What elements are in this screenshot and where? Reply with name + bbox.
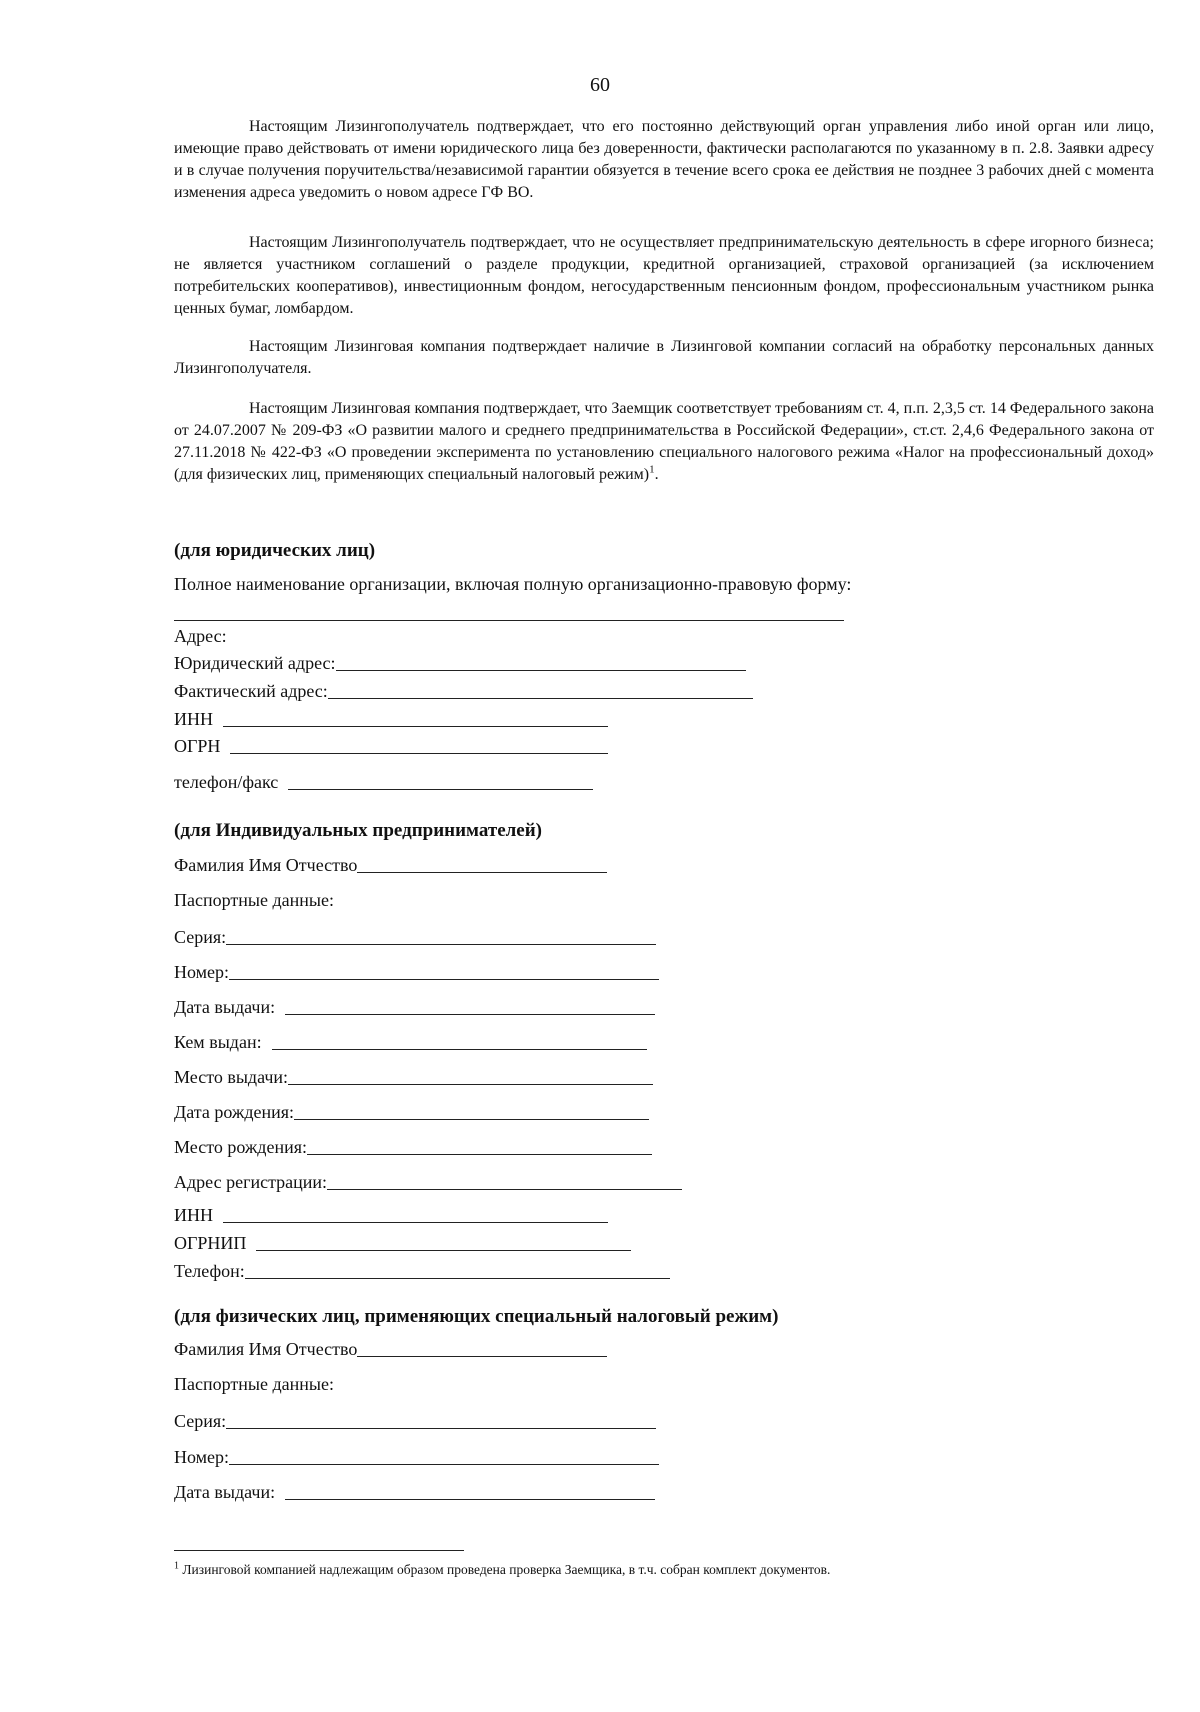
legal-inn-field[interactable] xyxy=(223,708,608,727)
actual-address-line: Фактический адрес: xyxy=(174,680,753,702)
ip-heading: (для Индивидуальных предпринимателей) xyxy=(174,820,543,841)
ip-issued-by-field[interactable] xyxy=(272,1031,647,1050)
phone-fax-field[interactable] xyxy=(288,771,593,790)
ip-issued-by-line: Кем выдан: xyxy=(174,1031,647,1053)
ip-number-line: Номер: xyxy=(174,961,659,983)
ip-birth-place-field[interactable] xyxy=(307,1136,652,1155)
ip-fio-field[interactable] xyxy=(357,854,607,873)
footnote-ref: 1 xyxy=(649,463,655,476)
ip-birth-place-line: Место рождения: xyxy=(174,1136,652,1158)
ip-phone-line: Телефон: xyxy=(174,1260,670,1282)
ip-issue-place-field[interactable] xyxy=(288,1066,653,1085)
ip-phone-field[interactable] xyxy=(245,1260,670,1279)
ip-series-field[interactable] xyxy=(226,926,656,945)
ogrn-line: ОГРН xyxy=(174,735,608,757)
self-issue-date-field[interactable] xyxy=(285,1481,655,1500)
ip-fio-line: Фамилия Имя Отчество xyxy=(174,854,607,876)
ip-issue-place-line: Место выдачи: xyxy=(174,1066,653,1088)
address-label: Адрес: xyxy=(174,626,227,646)
ogrn-field[interactable] xyxy=(230,735,608,754)
self-passport-label: Паспортные данные: xyxy=(174,1374,334,1394)
legal-address-line: Юридический адрес: xyxy=(174,652,746,674)
self-heading: (для физических лиц, применяющих специальный налоговый режим) xyxy=(174,1306,779,1327)
ip-reg-address-line: Адрес регистрации: xyxy=(174,1171,682,1193)
org-full-name-field[interactable] xyxy=(174,620,844,621)
self-series-line: Серия: xyxy=(174,1410,656,1432)
ip-issue-date-field[interactable] xyxy=(285,996,655,1015)
ip-inn-line: ИНН xyxy=(174,1204,608,1226)
paragraph-business: Настоящим Лизингополучатель подтверждает, что не осуществляет предпринимательскую деятельность в сфере игорного бизнеса; не является участником соглашений о разделе продукции, кредитной организацией, страховой организацией (за исключением потребительских кооперативов), инвестиционным фондом, негосударственным пенсионным фондом, профессиональным участником рынка ценных бумаг, ломбардом. xyxy=(174,234,1154,317)
legal-address-field[interactable] xyxy=(336,652,746,671)
self-issue-date-line: Дата выдачи: xyxy=(174,1481,655,1503)
ip-issue-date-line: Дата выдачи: xyxy=(174,996,655,1018)
ogrnip-field[interactable] xyxy=(256,1232,631,1251)
self-number-field[interactable] xyxy=(229,1446,659,1465)
ip-passport-label: Паспортные данные: xyxy=(174,890,334,910)
ip-birth-date-field[interactable] xyxy=(294,1101,649,1120)
paragraph-location: Настоящим Лизингополучатель подтверждает, что его постоянно действующий орган управления либо иной орган или лицо, имеющие право действовать от имени юридического лица без доверенности, фактически располагаются по указанному в п. 2.8. Заявки адресу и в случае получения поручительства/независимой гарантии обязуется в течение всего срока ее действия не позднее 3 рабочих дней с момента изменения адреса уведомить о новом адресе ГФ ВО. xyxy=(174,118,1154,201)
ip-inn-field[interactable] xyxy=(223,1204,608,1223)
paragraph-consents: Настоящим Лизинговая компания подтверждает наличие в Лизинговой компании согласий на обработку персональных данных Лизингополучателя. xyxy=(174,338,1154,377)
page-number: 60 xyxy=(590,74,610,96)
phone-fax-line: телефон/факс xyxy=(174,771,593,793)
self-fio-field[interactable] xyxy=(357,1338,607,1357)
ip-birth-date-line: Дата рождения: xyxy=(174,1101,649,1123)
self-number-line: Номер: xyxy=(174,1446,659,1468)
self-fio-line: Фамилия Имя Отчество xyxy=(174,1338,607,1360)
footnote-text: Лизинговой компанией надлежащим образом проведена проверка Заемщика, в т.ч. собран комплект документов. xyxy=(182,1562,831,1577)
footnote xyxy=(174,1562,830,1578)
ip-number-field[interactable] xyxy=(229,961,659,980)
legal-inn-line: ИНН xyxy=(174,708,608,730)
footnote-separator xyxy=(174,1550,464,1551)
ip-series-line: Серия: xyxy=(174,926,656,948)
paragraph-compliance: Настоящим Лизинговая компания подтверждает, что Заемщик соответствует требованиям ст. 4, п.п. 2,3,5 ст. 14 Федерального закона от 24.07.2007 № 209-ФЗ «О развитии малого и среднего предпринимательства в Российской Федерации», ст.ст. 2,4,6 Федерального закона от 27.11.2018 № 422-ФЗ «О проведении эксперимента по установлению специального налогового режима «Налог на профессиональный доход» (для физических лиц, применяющих специальный налоговый режим)$^1$. xyxy=(174,400,1154,483)
org-full-name-label: Полное наименование организации, включая полную организационно-правовую форму: xyxy=(174,574,852,594)
actual-address-field[interactable] xyxy=(328,680,753,699)
ip-reg-address-field[interactable] xyxy=(327,1171,682,1190)
self-series-field[interactable] xyxy=(226,1410,656,1429)
legal-heading: (для юридических лиц) xyxy=(174,540,376,561)
ogrnip-line: ОГРНИП xyxy=(174,1232,631,1254)
footnote-mark: 1 xyxy=(174,1560,179,1572)
